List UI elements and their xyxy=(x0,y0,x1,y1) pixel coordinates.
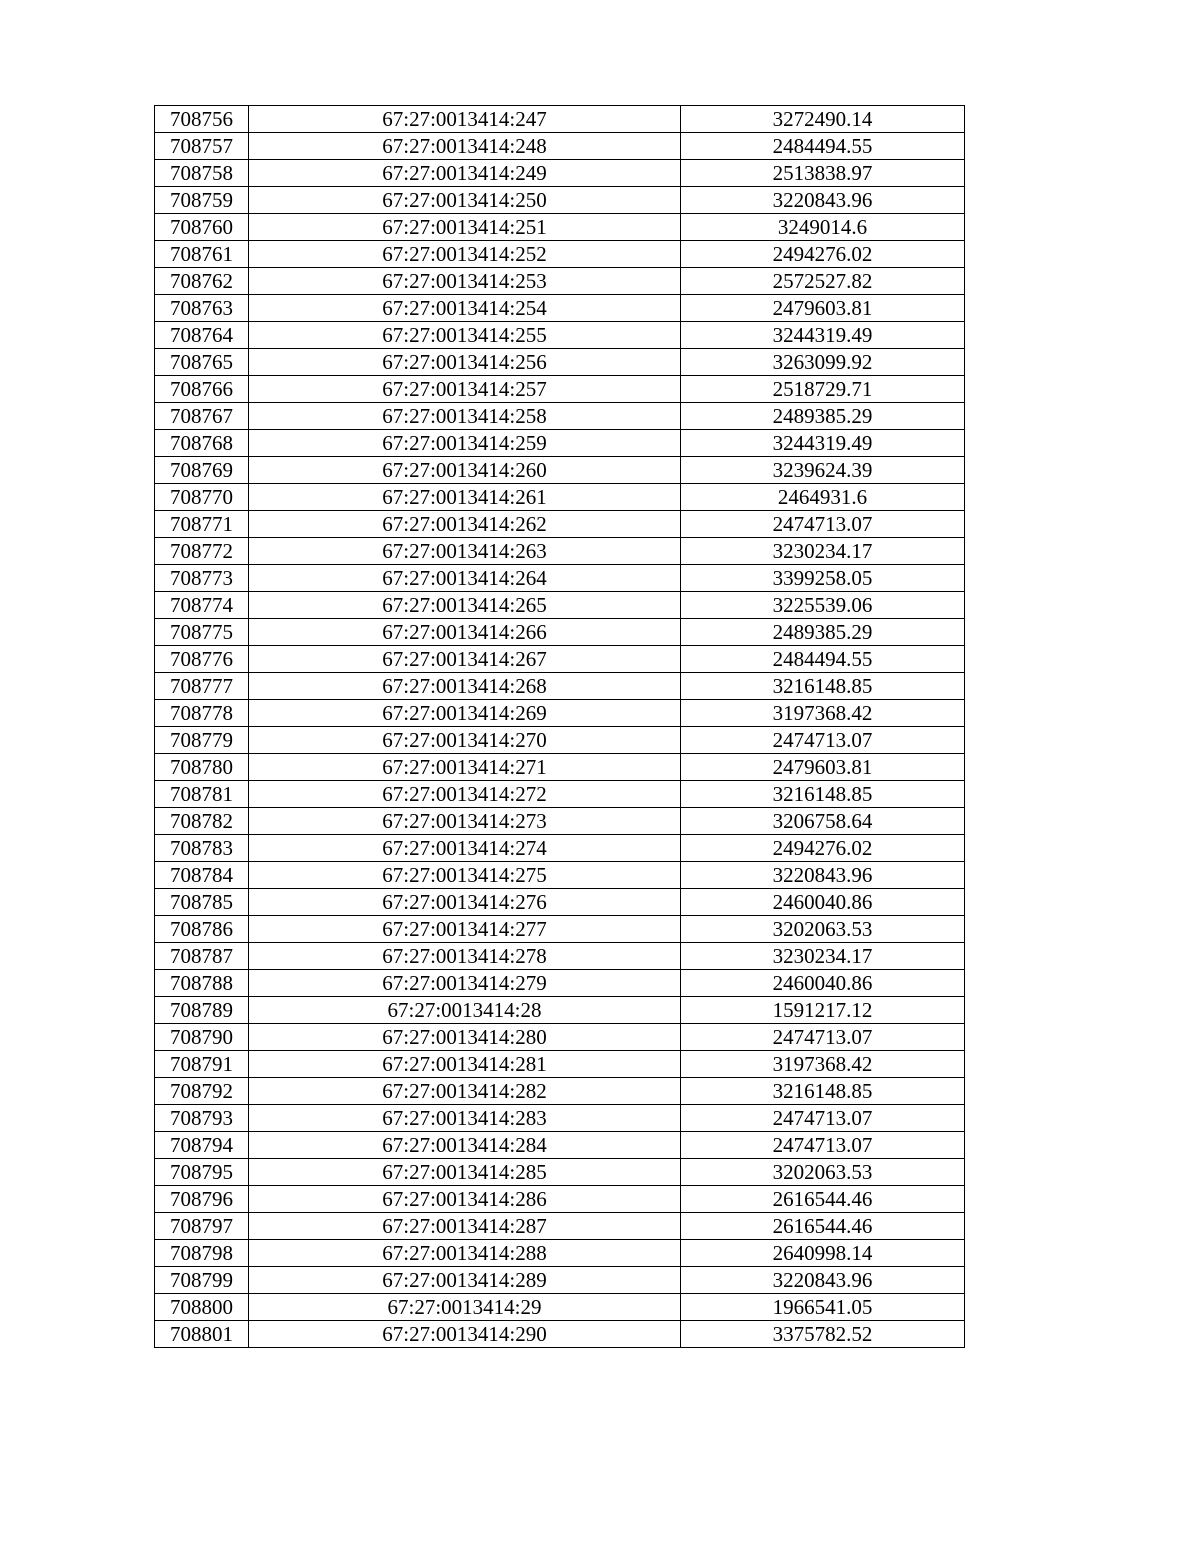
cadastral-value-table xyxy=(154,105,965,1348)
row-number-cell: 708780 xyxy=(155,754,249,781)
cadastral-number-cell: 67:27:0013414:283 xyxy=(249,1105,681,1132)
cadastral-number-cell: 67:27:0013414:271 xyxy=(249,754,681,781)
value-cell: 3216148.85 xyxy=(681,673,965,700)
cadastral-number-cell: 67:27:0013414:278 xyxy=(249,943,681,970)
table-row xyxy=(155,538,965,565)
row-number-cell: 708782 xyxy=(155,808,249,835)
cadastral-number-cell: 67:27:0013414:272 xyxy=(249,781,681,808)
value-cell: 2572527.82 xyxy=(681,268,965,295)
row-number-cell: 708774 xyxy=(155,592,249,619)
row-number-cell: 708793 xyxy=(155,1105,249,1132)
cadastral-number-cell: 67:27:0013414:264 xyxy=(249,565,681,592)
table-row xyxy=(155,781,965,808)
table-row xyxy=(155,214,965,241)
cadastral-number-cell: 67:27:0013414:273 xyxy=(249,808,681,835)
table-row xyxy=(155,484,965,511)
row-number-cell: 708765 xyxy=(155,349,249,376)
table-row xyxy=(155,889,965,916)
value-cell: 3230234.17 xyxy=(681,538,965,565)
value-cell: 3230234.17 xyxy=(681,943,965,970)
row-number-cell: 708777 xyxy=(155,673,249,700)
table-row xyxy=(155,700,965,727)
table-row xyxy=(155,106,965,133)
value-cell: 3375782.52 xyxy=(681,1321,965,1348)
row-number-cell: 708785 xyxy=(155,889,249,916)
cadastral-number-cell: 67:27:0013414:267 xyxy=(249,646,681,673)
value-cell: 3206758.64 xyxy=(681,808,965,835)
row-number-cell: 708759 xyxy=(155,187,249,214)
table-row xyxy=(155,511,965,538)
row-number-cell: 708771 xyxy=(155,511,249,538)
table-row xyxy=(155,619,965,646)
cadastral-number-cell: 67:27:0013414:261 xyxy=(249,484,681,511)
cadastral-number-cell: 67:27:0013414:285 xyxy=(249,1159,681,1186)
cadastral-number-cell: 67:27:0013414:275 xyxy=(249,862,681,889)
cadastral-number-cell: 67:27:0013414:269 xyxy=(249,700,681,727)
table-row xyxy=(155,943,965,970)
cadastral-number-cell: 67:27:0013414:282 xyxy=(249,1078,681,1105)
cadastral-number-cell: 67:27:0013414:287 xyxy=(249,1213,681,1240)
row-number-cell: 708790 xyxy=(155,1024,249,1051)
table-row xyxy=(155,997,965,1024)
value-cell: 3197368.42 xyxy=(681,1051,965,1078)
cadastral-number-cell: 67:27:0013414:280 xyxy=(249,1024,681,1051)
table-row xyxy=(155,268,965,295)
value-cell: 2494276.02 xyxy=(681,835,965,862)
row-number-cell: 708794 xyxy=(155,1132,249,1159)
value-cell: 2616544.46 xyxy=(681,1186,965,1213)
value-cell: 3272490.14 xyxy=(681,106,965,133)
cadastral-number-cell: 67:27:0013414:258 xyxy=(249,403,681,430)
cadastral-number-cell: 67:27:0013414:255 xyxy=(249,322,681,349)
table-row xyxy=(155,1213,965,1240)
row-number-cell: 708769 xyxy=(155,457,249,484)
value-cell: 3202063.53 xyxy=(681,1159,965,1186)
table-row xyxy=(155,808,965,835)
value-cell: 2474713.07 xyxy=(681,1132,965,1159)
row-number-cell: 708764 xyxy=(155,322,249,349)
table-row xyxy=(155,1294,965,1321)
value-cell: 1966541.05 xyxy=(681,1294,965,1321)
value-cell: 3244319.49 xyxy=(681,430,965,457)
value-cell: 2474713.07 xyxy=(681,511,965,538)
value-cell: 3220843.96 xyxy=(681,862,965,889)
table-row xyxy=(155,322,965,349)
row-number-cell: 708766 xyxy=(155,376,249,403)
value-cell: 3216148.85 xyxy=(681,781,965,808)
cadastral-number-cell: 67:27:0013414:281 xyxy=(249,1051,681,1078)
table-row xyxy=(155,1078,965,1105)
cadastral-number-cell: 67:27:0013414:262 xyxy=(249,511,681,538)
row-number-cell: 708795 xyxy=(155,1159,249,1186)
value-cell: 2474713.07 xyxy=(681,1024,965,1051)
table-row xyxy=(155,754,965,781)
cadastral-number-cell: 67:27:0013414:277 xyxy=(249,916,681,943)
row-number-cell: 708773 xyxy=(155,565,249,592)
table-row xyxy=(155,862,965,889)
cadastral-number-cell: 67:27:0013414:268 xyxy=(249,673,681,700)
row-number-cell: 708762 xyxy=(155,268,249,295)
row-number-cell: 708761 xyxy=(155,241,249,268)
row-number-cell: 708801 xyxy=(155,1321,249,1348)
value-cell: 3225539.06 xyxy=(681,592,965,619)
row-number-cell: 708757 xyxy=(155,133,249,160)
cadastral-number-cell: 67:27:0013414:247 xyxy=(249,106,681,133)
cadastral-number-cell: 67:27:0013414:28 xyxy=(249,997,681,1024)
table-row xyxy=(155,295,965,322)
table-row xyxy=(155,241,965,268)
value-cell: 3220843.96 xyxy=(681,1267,965,1294)
table-row xyxy=(155,457,965,484)
table-row xyxy=(155,133,965,160)
row-number-cell: 708770 xyxy=(155,484,249,511)
row-number-cell: 708800 xyxy=(155,1294,249,1321)
cadastral-number-cell: 67:27:0013414:279 xyxy=(249,970,681,997)
table-row xyxy=(155,1321,965,1348)
value-cell: 2513838.97 xyxy=(681,160,965,187)
table-row xyxy=(155,349,965,376)
table-row xyxy=(155,835,965,862)
table-row xyxy=(155,430,965,457)
cadastral-number-cell: 67:27:0013414:288 xyxy=(249,1240,681,1267)
row-number-cell: 708788 xyxy=(155,970,249,997)
cadastral-number-cell: 67:27:0013414:266 xyxy=(249,619,681,646)
value-cell: 2484494.55 xyxy=(681,646,965,673)
table-row xyxy=(155,1132,965,1159)
cadastral-number-cell: 67:27:0013414:249 xyxy=(249,160,681,187)
row-number-cell: 708798 xyxy=(155,1240,249,1267)
cadastral-number-cell: 67:27:0013414:256 xyxy=(249,349,681,376)
value-cell: 1591217.12 xyxy=(681,997,965,1024)
row-number-cell: 708781 xyxy=(155,781,249,808)
table-row xyxy=(155,376,965,403)
row-number-cell: 708776 xyxy=(155,646,249,673)
row-number-cell: 708786 xyxy=(155,916,249,943)
row-number-cell: 708791 xyxy=(155,1051,249,1078)
table-row xyxy=(155,646,965,673)
cadastral-number-cell: 67:27:0013414:265 xyxy=(249,592,681,619)
value-cell: 3216148.85 xyxy=(681,1078,965,1105)
value-cell: 2479603.81 xyxy=(681,754,965,781)
value-cell: 3249014.6 xyxy=(681,214,965,241)
value-cell: 2474713.07 xyxy=(681,727,965,754)
row-number-cell: 708784 xyxy=(155,862,249,889)
table-row xyxy=(155,673,965,700)
value-cell: 3399258.05 xyxy=(681,565,965,592)
table-row xyxy=(155,727,965,754)
table-row xyxy=(155,916,965,943)
table-row xyxy=(155,1186,965,1213)
cadastral-number-cell: 67:27:0013414:284 xyxy=(249,1132,681,1159)
table-row xyxy=(155,1267,965,1294)
cadastral-number-cell: 67:27:0013414:251 xyxy=(249,214,681,241)
value-cell: 3220843.96 xyxy=(681,187,965,214)
cadastral-number-cell: 67:27:0013414:29 xyxy=(249,1294,681,1321)
row-number-cell: 708797 xyxy=(155,1213,249,1240)
row-number-cell: 708778 xyxy=(155,700,249,727)
table-row xyxy=(155,1051,965,1078)
cadastral-number-cell: 67:27:0013414:290 xyxy=(249,1321,681,1348)
value-cell: 2518729.71 xyxy=(681,376,965,403)
cadastral-number-cell: 67:27:0013414:270 xyxy=(249,727,681,754)
cadastral-number-cell: 67:27:0013414:263 xyxy=(249,538,681,565)
value-cell: 3244319.49 xyxy=(681,322,965,349)
cadastral-number-cell: 67:27:0013414:253 xyxy=(249,268,681,295)
value-cell: 2460040.86 xyxy=(681,889,965,916)
value-cell: 3202063.53 xyxy=(681,916,965,943)
cadastral-number-cell: 67:27:0013414:248 xyxy=(249,133,681,160)
value-cell: 2494276.02 xyxy=(681,241,965,268)
value-cell: 2460040.86 xyxy=(681,970,965,997)
row-number-cell: 708799 xyxy=(155,1267,249,1294)
value-cell: 2484494.55 xyxy=(681,133,965,160)
cadastral-number-cell: 67:27:0013414:250 xyxy=(249,187,681,214)
row-number-cell: 708787 xyxy=(155,943,249,970)
row-number-cell: 708792 xyxy=(155,1078,249,1105)
row-number-cell: 708796 xyxy=(155,1186,249,1213)
table-row xyxy=(155,403,965,430)
value-cell: 2464931.6 xyxy=(681,484,965,511)
cadastral-number-cell: 67:27:0013414:259 xyxy=(249,430,681,457)
cadastral-number-cell: 67:27:0013414:257 xyxy=(249,376,681,403)
row-number-cell: 708763 xyxy=(155,295,249,322)
value-cell: 2489385.29 xyxy=(681,403,965,430)
cadastral-number-cell: 67:27:0013414:289 xyxy=(249,1267,681,1294)
value-cell: 3239624.39 xyxy=(681,457,965,484)
row-number-cell: 708756 xyxy=(155,106,249,133)
table-row xyxy=(155,160,965,187)
row-number-cell: 708760 xyxy=(155,214,249,241)
cadastral-number-cell: 67:27:0013414:254 xyxy=(249,295,681,322)
row-number-cell: 708767 xyxy=(155,403,249,430)
row-number-cell: 708783 xyxy=(155,835,249,862)
table-row xyxy=(155,187,965,214)
cadastral-number-cell: 67:27:0013414:286 xyxy=(249,1186,681,1213)
row-number-cell: 708772 xyxy=(155,538,249,565)
value-cell: 2479603.81 xyxy=(681,295,965,322)
value-cell: 2616544.46 xyxy=(681,1213,965,1240)
row-number-cell: 708758 xyxy=(155,160,249,187)
row-number-cell: 708779 xyxy=(155,727,249,754)
value-cell: 2489385.29 xyxy=(681,619,965,646)
table-row xyxy=(155,1159,965,1186)
row-number-cell: 708775 xyxy=(155,619,249,646)
cadastral-number-cell: 67:27:0013414:252 xyxy=(249,241,681,268)
row-number-cell: 708768 xyxy=(155,430,249,457)
value-cell: 3263099.92 xyxy=(681,349,965,376)
cadastral-number-cell: 67:27:0013414:260 xyxy=(249,457,681,484)
table-row xyxy=(155,1024,965,1051)
value-cell: 2474713.07 xyxy=(681,1105,965,1132)
value-cell: 2640998.14 xyxy=(681,1240,965,1267)
table-row xyxy=(155,565,965,592)
value-cell: 3197368.42 xyxy=(681,700,965,727)
cadastral-number-cell: 67:27:0013414:276 xyxy=(249,889,681,916)
table-row xyxy=(155,970,965,997)
row-number-cell: 708789 xyxy=(155,997,249,1024)
table-row xyxy=(155,1105,965,1132)
table-row xyxy=(155,1240,965,1267)
table-body xyxy=(155,106,965,1348)
cadastral-number-cell: 67:27:0013414:274 xyxy=(249,835,681,862)
table-row xyxy=(155,592,965,619)
